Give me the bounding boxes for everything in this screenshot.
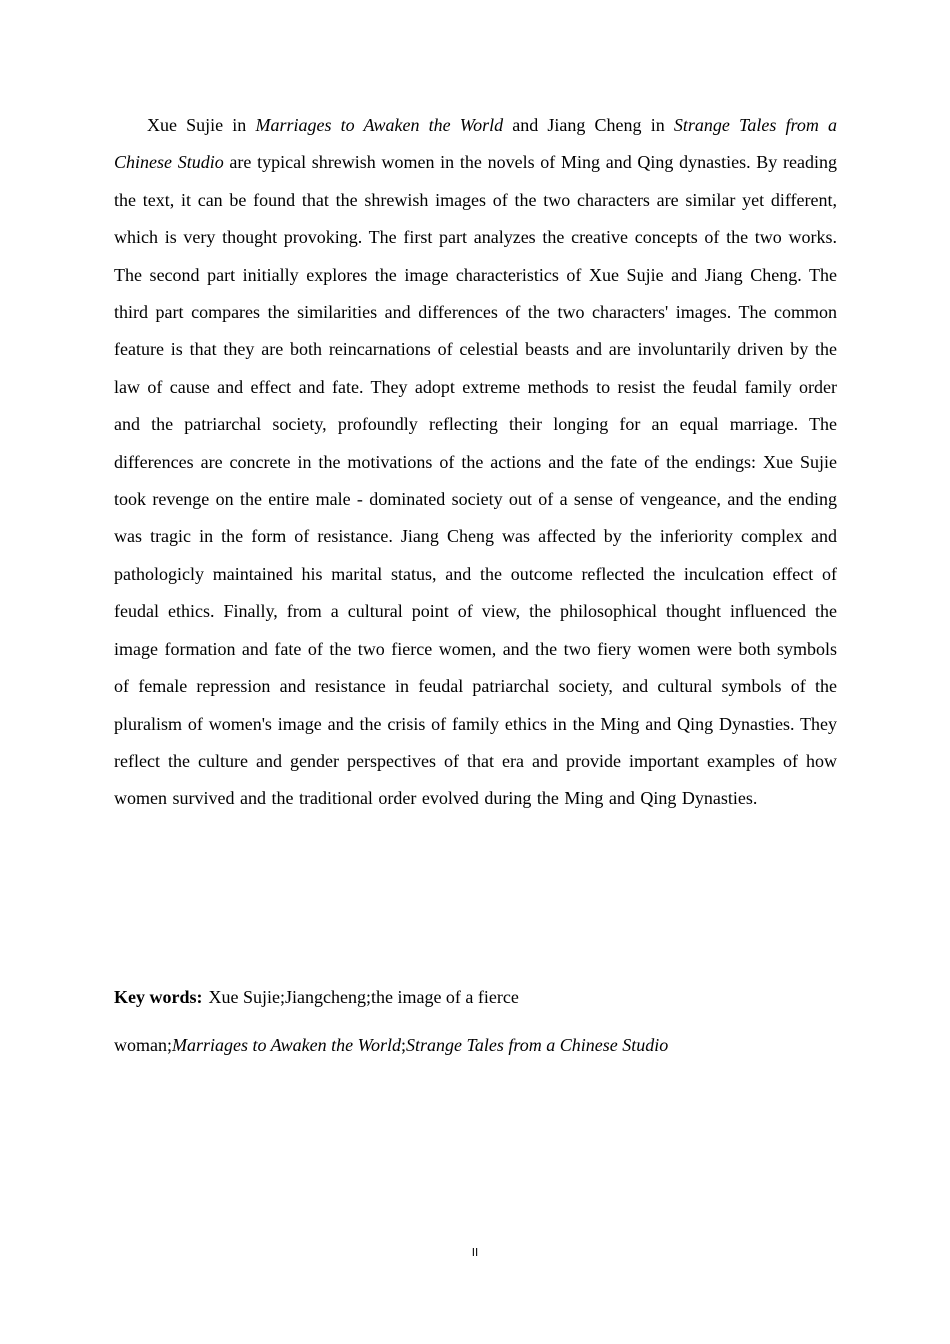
work-title-strange-tales: Strange Tales from a Chinese Studio (114, 115, 838, 173)
keywords-list-1: Xue Sujie;Jiangcheng;the image of a fierce (208, 987, 519, 1007)
abstract-text-2: and Jiang Cheng in (503, 115, 674, 135)
work-title-marriages: Marriages to Awaken the World (255, 115, 504, 135)
abstract-text-3: are typical shrewish women in the novels of Ming and Qing dynasties. By reading the text, it can be found that the shrewish images of the two characters are similar yet different, which is very thought provoking. The first part analyzes the creative concepts of the two works. The second part initially explores the image characteristics of Xue Sujie and Jiang Cheng. The third part compares the similarities and differences of the two characters' images. The common feature is that they are both reincarnations of celestial beasts and are involuntarily driven by the law of cause and effect and fate. They adopt extreme methods to resist the feudal family order and the patriarchal society, profoundly reflecting their longing for an equal marriage. The differences are concrete in the motivations of the actions and the fate of the endings: Xue Sujie took revenge on the entire male - dominated society out of a sense of vengeance, and the ending was tragic in the form of resistance. Jiang Cheng was affected by the inferiority complex and pathologicly maintained his marital status, and the outcome reflected the inculcation effect of feudal ethics. Finally, from a cultural point of view, the philosophical thought influenced the image formation and fate of the two fierce women, and the two fiery women were both symbols of female repression and resistance in feudal patriarchal society, and cultural symbols of the pluralism of women's image and the crisis of family ethics in the Ming and Qing Dynasties. They reflect the culture and gender perspectives of that era and provide important examples of how women survived and the traditional order evolved during the Ming and Qing Dynasties. (114, 152, 837, 809)
abstract-text-1: Xue Sujie in (147, 115, 256, 135)
keywords-colon: : (196, 987, 203, 1007)
page-number: II (471, 1246, 479, 1259)
keywords-list-2: woman; (114, 1035, 172, 1055)
keywords-label: Key words (114, 987, 197, 1007)
keywords-line-2 (114, 1028, 668, 1062)
keywords-line-1 (114, 980, 519, 1014)
keywords-separator: ; (401, 1035, 407, 1055)
keyword-title-strange-tales: Strange Tales from a Chinese Studio (406, 1035, 669, 1055)
keyword-title-marriages: Marriages to Awaken the World (172, 1035, 401, 1055)
abstract-paragraph (114, 107, 837, 818)
